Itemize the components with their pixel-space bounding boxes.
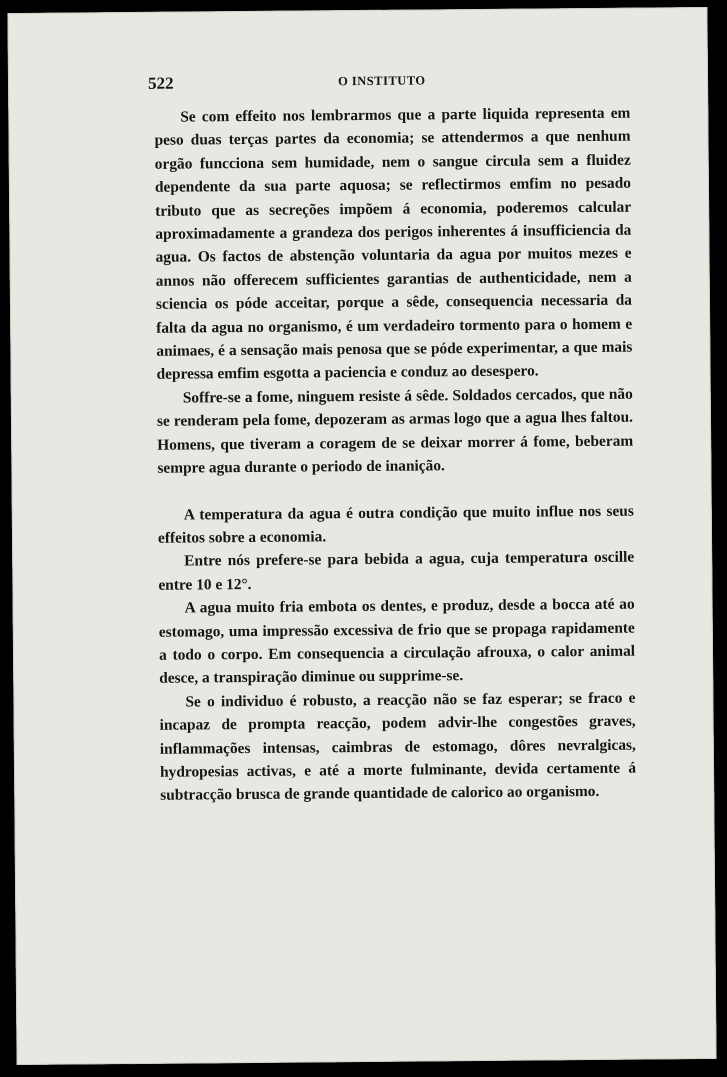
paragraph: Soffre-se a fome, ninguem resiste á sêde. Soldados cercados, que não se renderam pela fome, depozeram as armas logo que a agua lhes faltou. Homens, que tiveram a coragem de se deixar morrer á fome, beberam sempre agua durante o periodo de inanição. [156,385,634,477]
paragraph: A temperatura da agua é outra condição que muito influe nos seus effeitos sobre a economia. [157,502,634,547]
body-text [154,102,636,808]
paragraph: Entre nós prefere-se para bebida a agua, cuja temperatura oscille entre 10 e 12°. [158,548,635,594]
paragraph: Se com effeito nos lembrarmos que a parte liquida representa em peso duas terças partes da economia; se attendermos a que nenhum orgão funcciona sem humidade, nem o sangue circula sem a fluidez dependente da sua parte aquosa; se reflectirmos emfim no pesado tributo que as secreções impõem á economia, poderemos calcular aproximadamente a grandeza dos perigos inherentes á insufficiencia da agua. Os factos de abstenção voluntaria da agua por muitos mezes e annos não offerecem sufficientes garantias de authenticidade, nem a sciencia os póde acceitar, porque a sêde, consequencia necessaria da falta da agua no organismo, é um verdadeiro tormento para o homem e animaes, é a sensação mais penosa que se póde experimentar, a que mais depressa emfim esgotta a paciencia e conduz ao desespero. [154,104,633,384]
running-title: O INSTITUTO [337,73,426,89]
page-number: 522 [147,73,174,93]
page-header [148,70,608,96]
book-page [7,7,716,1065]
paragraph: Se o individuo é robusto, a reacção não se faz esperar; se fraco e incapaz de prompta reacção, podem advir-lhe congestões graves, inflammações intensas, caimbras de estomago, dôres nevralgicas, hydropesias activas, e até a morte fulminante, devida certamente á subtracção brusca de grande quantidade de calorico ao organismo. [159,689,637,805]
paragraph: A agua muito fria embota os dentes, e produz, desde a bocca até ao estomago, uma impressão excessiva de frio que se propaga rapidamente a todo o corpo. Em consequencia a circulação afrouxa, o calor animal desce, a transpiração diminue ou supprime-se. [158,595,636,688]
